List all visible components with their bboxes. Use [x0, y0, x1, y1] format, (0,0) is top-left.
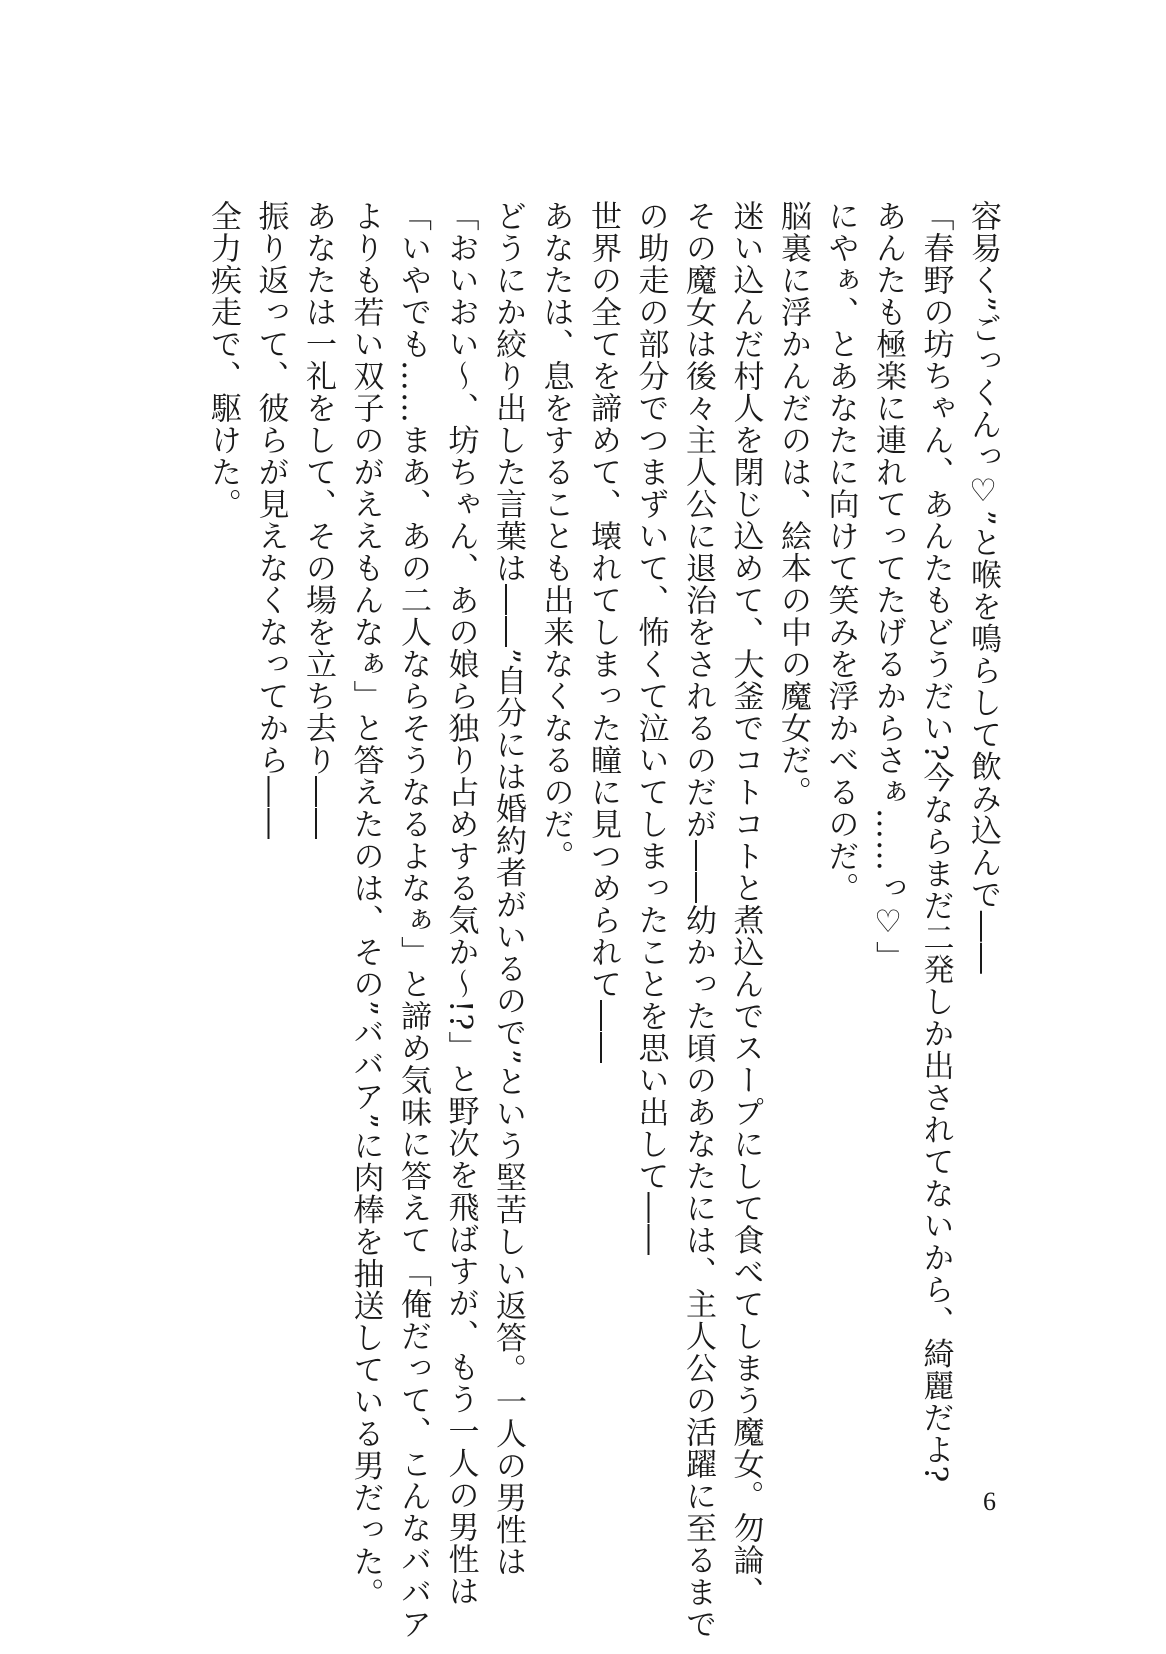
page-number: 6 — [983, 1487, 996, 1516]
text-line: あなたは、息をすることも出来なくなるのだ。 — [537, 200, 574, 872]
text-line: どうにか絞り出した言葉は――”自分には婚約者がいるので”という堅苦しい返答。一人の男性は — [490, 200, 526, 1578]
text-line: 全力疾走で、駆けた。 — [205, 200, 241, 520]
text-line: 「春野の坊ちゃん、あんたもどうだい?今ならまだ二発しか出されてないから、綺麗だよ? — [917, 200, 954, 1484]
text-line: の助走の部分でつまずいて、怖くて泣いてしまったことを思い出して―― — [632, 200, 669, 1256]
text-line: 脳裏に浮かんだのは、絵本の中の魔女だ。 — [775, 200, 811, 808]
text-line: 「おいおい〜、坊ちゃん、あの娘ら独り占めする気か〜!?」と野次を飛ばすが、もう一人の男性は — [442, 200, 479, 1608]
text-line: 迷い込んだ村人を閉じ込めて、大釜でコトコトと煮込んでスープにして食べてしまう魔女。勿論、 — [727, 200, 764, 1608]
text-line: 振り返って、彼らが見えなくなってから―― — [252, 200, 289, 840]
text-line: その魔女は後々主人公に退治をされるのだが――幼かった頃のあなたには、主人公の活躍に至るまで — [680, 200, 716, 1640]
text-line: にやぁ、とあなたに向けて笑みを浮かべるのだ。 — [822, 200, 859, 904]
text-line: あんたも極楽に連れてってたげるからさぁ……っ♡」 — [870, 200, 906, 973]
text-line: 世界の全てを諦めて、壊れてしまった瞳に見つめられて―― — [585, 200, 621, 1064]
text-line: 容易く”ごっくんっ♡”と喉を鳴らして飲み込んで―― — [965, 200, 1001, 975]
vertical-text-body — [199, 200, 1007, 1640]
text-line: あなたは一礼をして、その場を立ち去り―― — [300, 200, 336, 840]
text-line: よりも若い双子のがええもんなぁ」と答えたのは、その”ババア”に肉棒を抽送している男だった。 — [347, 200, 384, 1610]
text-line: 「いやでも……まあ、あの二人ならそうなるよなぁ」と諦め気味に答えて「俺だって、こんなババア — [395, 200, 431, 1640]
